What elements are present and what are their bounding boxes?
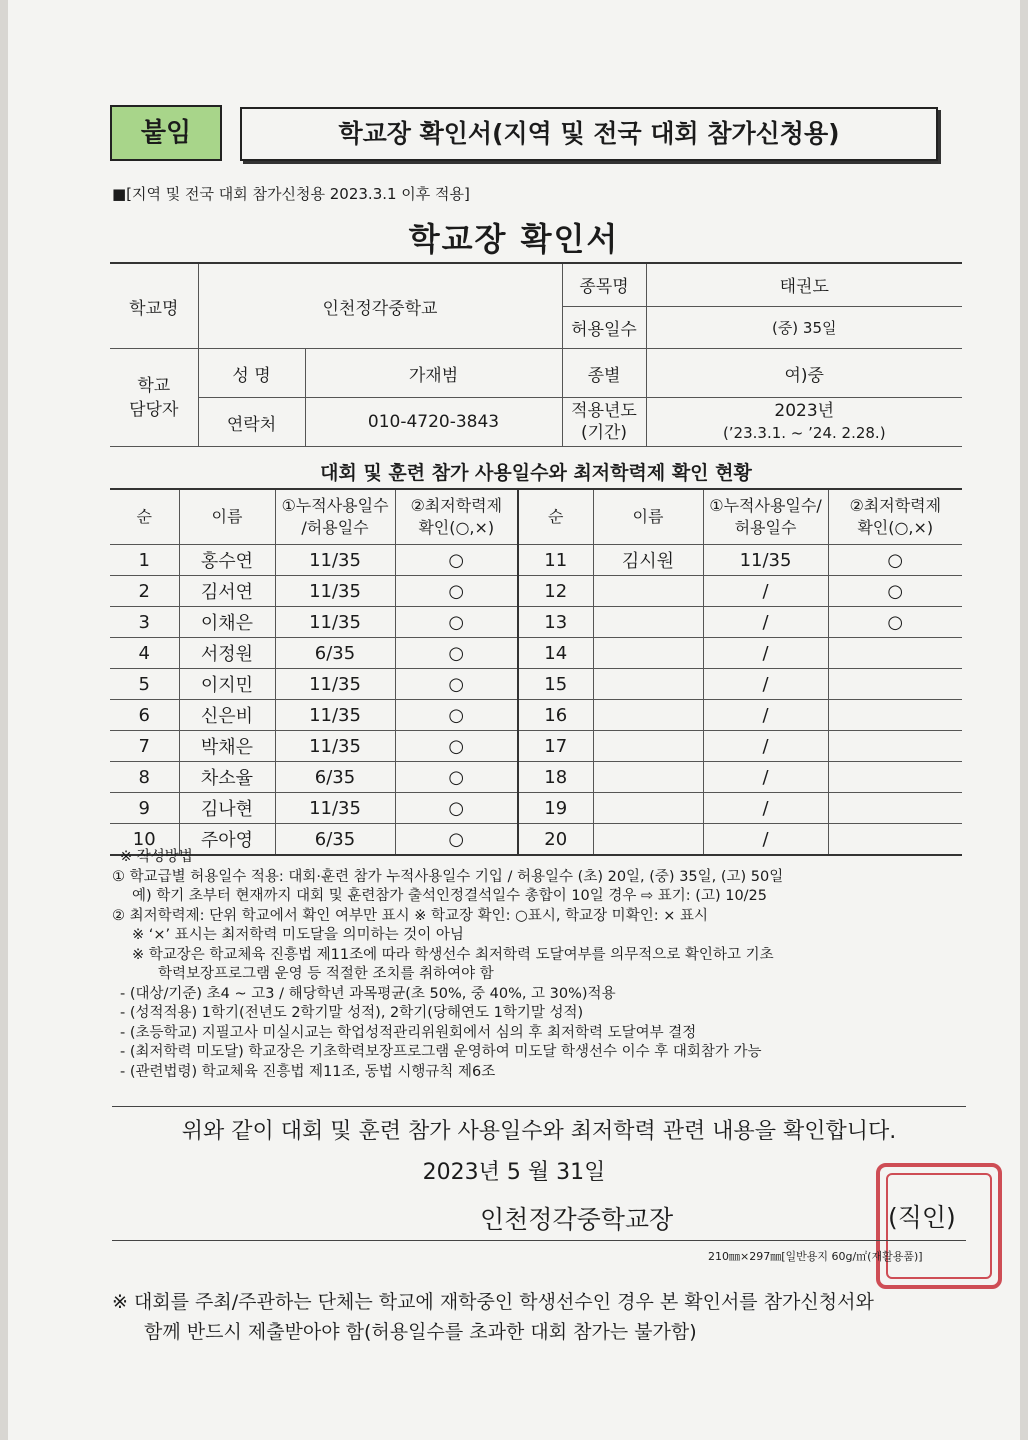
notes-heading: ※ 작성방법 xyxy=(120,849,193,865)
cell-no: 18 xyxy=(518,762,593,793)
cell-days: / xyxy=(703,731,828,762)
cell-check: ○ xyxy=(395,576,518,607)
seal-mark: (직인) xyxy=(888,1203,956,1232)
cell-check xyxy=(828,731,962,762)
footnote-line-2: 함께 반드시 제출받아야 함(허용일수를 초과한 대회 참가는 불가함) xyxy=(144,1321,697,1343)
cell-no: 20 xyxy=(518,824,593,856)
allowed-label: 허용일수 xyxy=(562,306,646,349)
cell-check: ○ xyxy=(395,824,518,856)
cell-no: 1 xyxy=(110,545,179,576)
cell-name xyxy=(593,638,703,669)
header-days-2: ①누적사용일수/ 허용일수 xyxy=(703,489,828,545)
detail-1: - (대상/기준) 초4 ~ 고3 / 해당학년 과목평균(초 50%, 중 40%, 고 30%)적용 xyxy=(120,985,616,1002)
cell-name: 서정원 xyxy=(179,638,275,669)
cell-days: 11/35 xyxy=(703,545,828,576)
manager-label: 학교 담당자 xyxy=(110,349,198,447)
cell-no: 7 xyxy=(110,731,179,762)
cell-check xyxy=(828,762,962,793)
paper-spec: 210㎜×297㎜[일반용지 60g/㎡(재활용품)] xyxy=(708,1250,923,1263)
status-row xyxy=(110,607,962,638)
note-2a: ※ ‘×’ 표시는 최저학력 미도달을 의미하는 것이 아님 xyxy=(132,927,464,943)
year-cell xyxy=(646,398,962,447)
cell-no: 15 xyxy=(518,669,593,700)
main-title: 학교장 확인서 xyxy=(408,220,620,258)
cell-days: 6/35 xyxy=(275,824,395,856)
cell-no: 12 xyxy=(518,576,593,607)
detail-3: - (초등학교) 지필고사 미실시교는 학업성적관리위원회에서 심의 후 최저학력 도달여부 결정 xyxy=(120,1024,697,1041)
event-label: 종목명 xyxy=(562,263,646,306)
issue-date: 2023년 5 월 31일 xyxy=(422,1160,606,1185)
cell-no: 8 xyxy=(110,762,179,793)
cell-days: / xyxy=(703,638,828,669)
principal-name: 인천정각중학교장 xyxy=(480,1205,674,1234)
cell-name xyxy=(593,607,703,638)
cell-days: / xyxy=(703,824,828,856)
name-label: 성 명 xyxy=(198,349,305,398)
cell-days: 11/35 xyxy=(275,545,395,576)
cell-check: ○ xyxy=(828,576,962,607)
category-label: 종별 xyxy=(562,349,646,398)
cell-check xyxy=(828,669,962,700)
cell-check: ○ xyxy=(395,607,518,638)
status-table xyxy=(110,488,962,856)
cell-check: ○ xyxy=(395,638,518,669)
cell-no: 14 xyxy=(518,638,593,669)
cell-name xyxy=(593,700,703,731)
cell-check: ○ xyxy=(395,545,518,576)
cell-no: 10 xyxy=(110,824,179,856)
year-value: 2023년 xyxy=(774,401,835,421)
cell-check xyxy=(828,638,962,669)
cell-days: / xyxy=(703,576,828,607)
cell-name: 신은비 xyxy=(179,700,275,731)
cell-check: ○ xyxy=(395,762,518,793)
document-header: 학교장 확인서(지역 및 전국 대회 참가신청용) xyxy=(240,107,938,161)
cell-no: 19 xyxy=(518,793,593,824)
cell-no: 11 xyxy=(518,545,593,576)
cell-name xyxy=(593,793,703,824)
cell-check: ○ xyxy=(395,793,518,824)
detail-2: - (성적적용) 1학기(전년도 2학기말 성적), 2학기(당해연도 1학기말 성적) xyxy=(120,1005,584,1021)
cell-name xyxy=(593,669,703,700)
cell-name: 주아영 xyxy=(179,824,275,856)
cell-days: / xyxy=(703,700,828,731)
cell-days: / xyxy=(703,762,828,793)
note-2c: 학력보장프로그램 운영 등 적절한 조치를 취하여야 함 xyxy=(158,966,494,982)
header-name-2: 이름 xyxy=(593,489,703,545)
header-no-2: 순 xyxy=(518,489,593,545)
cell-name: 이지민 xyxy=(179,669,275,700)
cell-check: ○ xyxy=(828,545,962,576)
cell-check: ○ xyxy=(395,731,518,762)
cell-check: ○ xyxy=(395,700,518,731)
cell-days: 11/35 xyxy=(275,576,395,607)
status-row xyxy=(110,793,962,824)
footnote-line-1: ※ 대회를 주최/주관하는 단체는 학교에 재학중인 학생선수인 경우 본 확인서를 참가신청서와 xyxy=(112,1291,874,1313)
status-title: 대회 및 훈련 참가 사용일수와 최저학력제 확인 현황 xyxy=(320,462,752,484)
note-1-example: 예) 학기 초부터 현재까지 대회 및 훈련참가 출석인정결석일수 총합이 10일 경우 ⇨ 표기: (고) 10/25 xyxy=(132,888,768,904)
header-no: 순 xyxy=(110,489,179,545)
cell-check: ○ xyxy=(395,669,518,700)
cell-no: 4 xyxy=(110,638,179,669)
cell-days: / xyxy=(703,607,828,638)
header-name: 이름 xyxy=(179,489,275,545)
cell-days: / xyxy=(703,669,828,700)
cell-name: 이채은 xyxy=(179,607,275,638)
header-check: ②최저학력제 확인(○,×) xyxy=(395,489,518,545)
cell-name: 차소율 xyxy=(179,762,275,793)
note-2b: ※ 학교장은 학교체육 진흥법 제11조에 따라 학생선수 최저학력 도달여부를 의무적으로 확인하고 기초 xyxy=(132,946,774,963)
status-row xyxy=(110,762,962,793)
cell-days: 11/35 xyxy=(275,793,395,824)
cell-days: / xyxy=(703,793,828,824)
footnote xyxy=(112,1287,874,1347)
cell-days: 11/35 xyxy=(275,731,395,762)
cell-name: 홍수연 xyxy=(179,545,275,576)
divider-bottom xyxy=(112,1240,966,1241)
cell-no: 9 xyxy=(110,793,179,824)
category-value: 여)중 xyxy=(646,349,962,398)
cell-days: 11/35 xyxy=(275,669,395,700)
allowed-value: (중) 35일 xyxy=(646,306,962,349)
cell-no: 2 xyxy=(110,576,179,607)
period-value: (’23.3.1. ~ ’24. 2.28.) xyxy=(722,424,886,442)
confirmation-text: 위와 같이 대회 및 훈련 참가 사용일수와 최저학력 관련 내용을 확인합니다. xyxy=(181,1119,897,1144)
event-value: 태권도 xyxy=(646,263,962,306)
cell-check xyxy=(828,793,962,824)
cell-days: 6/35 xyxy=(275,638,395,669)
divider-top xyxy=(112,1106,966,1107)
cell-no: 6 xyxy=(110,700,179,731)
cell-no: 13 xyxy=(518,607,593,638)
cell-days: 11/35 xyxy=(275,607,395,638)
cell-check xyxy=(828,700,962,731)
cell-no: 5 xyxy=(110,669,179,700)
cell-name: 김나현 xyxy=(179,793,275,824)
status-row xyxy=(110,700,962,731)
cell-days: 11/35 xyxy=(275,700,395,731)
cell-no: 17 xyxy=(518,731,593,762)
cell-no: 16 xyxy=(518,700,593,731)
header-check-2: ②최저학력제 확인(○,×) xyxy=(828,489,962,545)
attachment-tag: 붙임 xyxy=(110,105,222,161)
cell-no: 3 xyxy=(110,607,179,638)
cell-name: 김서연 xyxy=(179,576,275,607)
school-name: 인천정각중학교 xyxy=(198,263,562,349)
detail-5: - (관련법령) 학교체육 진흥법 제11조, 동법 시행규칙 제6조 xyxy=(120,1063,496,1080)
contact-label: 연락처 xyxy=(198,398,305,447)
note-2: ② 최저학력제: 단위 학교에서 확인 여부만 표시 ※ 학교장 확인: ○표시, 학교장 미확인: × 표시 xyxy=(112,907,708,924)
cell-name xyxy=(593,762,703,793)
cell-name: 김시원 xyxy=(593,545,703,576)
status-row xyxy=(110,669,962,700)
cell-name xyxy=(593,731,703,762)
status-row xyxy=(110,576,962,607)
manager-name: 가재범 xyxy=(305,349,562,398)
applicability-note: ■[지역 및 전국 대회 참가신청용 2023.3.1 이후 적용] xyxy=(112,185,470,203)
cell-name xyxy=(593,576,703,607)
detail-4: - (최저학력 미도달) 학교장은 기초학력보장프로그램 운영하여 미도달 학생선수 이수 후 대회참가 가능 xyxy=(120,1044,762,1060)
cell-check: ○ xyxy=(828,607,962,638)
cell-days: 6/35 xyxy=(275,762,395,793)
cell-name: 박채은 xyxy=(179,731,275,762)
status-row xyxy=(110,638,962,669)
status-row xyxy=(110,731,962,762)
header-days: ①누적사용일수 /허용일수 xyxy=(275,489,395,545)
contact-value: 010-4720-3843 xyxy=(305,398,562,447)
year-label: 적용년도 (기간) xyxy=(562,398,646,447)
status-row xyxy=(110,545,962,576)
info-table xyxy=(110,262,962,447)
school-label: 학교명 xyxy=(110,263,198,349)
writing-instructions xyxy=(112,848,972,1082)
note-1: ① 학교급별 허용일수 적용: 대회·훈련 참가 누적사용일수 기입 / 허용일수 (초) 20일, (중) 35일, (고) 50일 xyxy=(112,868,784,885)
